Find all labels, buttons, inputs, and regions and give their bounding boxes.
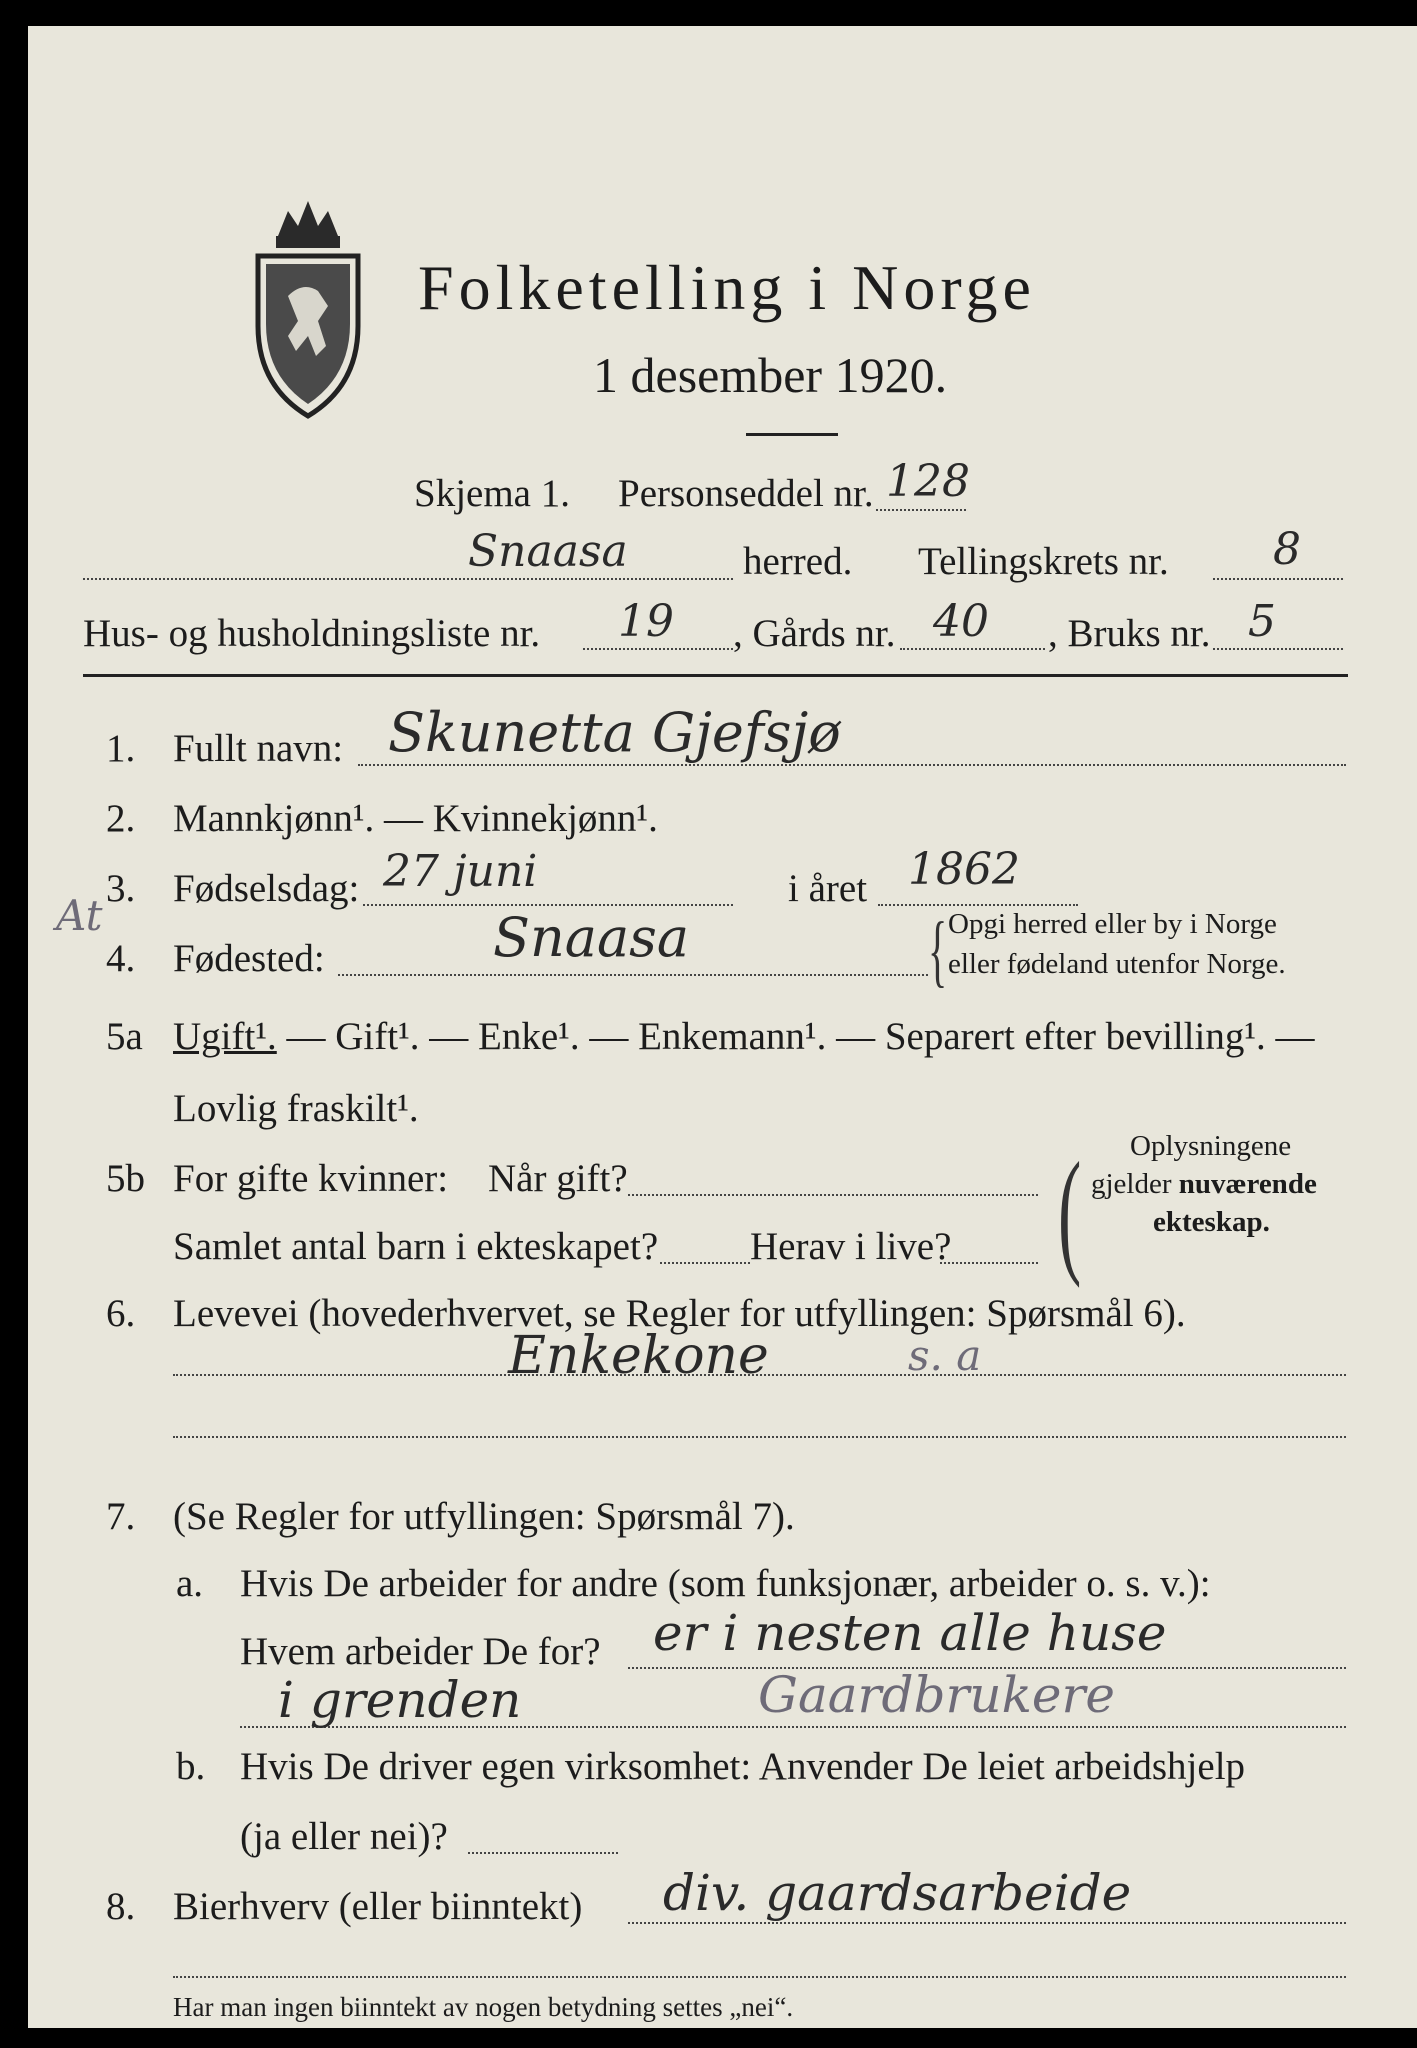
q3-number: 3.	[106, 867, 136, 910]
q5b-number: 5b	[106, 1157, 145, 1200]
q7a-line2: Hvem arbeider De for?	[240, 1630, 601, 1673]
q5a-options	[173, 1014, 1315, 1059]
q1-number: 1.	[106, 727, 136, 770]
q5b-note-line3: ekteskap.	[1153, 1206, 1270, 1238]
q5a-other-options: — Gift¹. — Enke¹. — Enkemann¹. — Separert efter bevilling¹. —	[276, 1015, 1315, 1058]
q4-note-line2: eller fødeland utenfor Norge.	[948, 948, 1286, 980]
q6-value: Enkekone	[508, 1326, 769, 1386]
q5b-label1: For gifte kvinner:	[173, 1157, 449, 1200]
title-divider	[746, 433, 838, 436]
q5b-label3: Samlet antal barn i ekteskapet?	[173, 1225, 659, 1268]
herred-value: Snaasa	[468, 526, 628, 577]
q5a-line2: Lovlig fraskilt¹.	[173, 1087, 419, 1130]
gards-value: 40	[933, 596, 989, 647]
q5b-label4: Herav i live?	[750, 1225, 952, 1268]
bruks-label: , Bruks nr.	[1048, 612, 1211, 655]
census-date: 1 desember 1920.	[593, 347, 948, 403]
q7-number: 7.	[106, 1495, 136, 1538]
section-divider	[83, 674, 1348, 677]
q5b-note-line2	[1091, 1168, 1317, 1201]
q4-value: Snaasa	[493, 906, 690, 969]
q6-label: Levevei (hovederhvervet, se Regler for utfyllingen: Spørsmål 6).	[173, 1292, 1186, 1335]
tellingskrets-label: Tellingskrets nr.	[918, 540, 1169, 583]
q4-margin-mark: At	[56, 891, 103, 940]
census-form-page	[28, 26, 1417, 2028]
q7a-value1: er i nesten alle huse	[653, 1604, 1167, 1662]
q4-note-brace: {	[928, 907, 948, 995]
q6-number: 6.	[106, 1292, 136, 1335]
q3-year-value: 1862	[908, 844, 1020, 895]
gards-label: , Gårds nr.	[733, 612, 896, 655]
q7a-line1: Hvis De arbeider for andre (som funksjonær, arbeider o. s. v.):	[240, 1562, 1211, 1605]
footer-note: Har man ingen biinntekt av nogen betydning settes „nei“.	[173, 1992, 794, 2022]
q7b-line2: (ja eller nei)?	[240, 1815, 448, 1858]
q3-year-label: i året	[788, 867, 868, 910]
skjema-label: Skjema 1.	[414, 472, 570, 515]
q5b-note-brace: (	[1058, 1134, 1082, 1289]
q4-label: Fødested:	[173, 937, 325, 980]
personseddel-label: Personseddel nr.	[618, 472, 874, 515]
personseddel-value: 128	[886, 456, 970, 507]
q3-value: 27 juni	[383, 846, 538, 897]
q8-number: 8.	[106, 1885, 136, 1928]
q7b-letter: b.	[176, 1745, 206, 1788]
q7b-line1: Hvis De driver egen virksomhet: Anvender De leiet arbeidshjelp	[240, 1745, 1246, 1788]
hus-label: Hus- og husholdningsliste nr.	[83, 612, 541, 655]
q7-label: (Se Regler for utfyllingen: Spørsmål 7).	[173, 1495, 795, 1538]
q5a-number: 5a	[106, 1015, 143, 1058]
q5a-ugift: Ugift¹.	[173, 1015, 277, 1058]
q4-note-line1: Opgi herred eller by i Norge	[948, 908, 1277, 940]
q8-label: Bierhverv (eller biinntekt)	[173, 1885, 583, 1928]
coat-of-arms-icon	[248, 186, 368, 426]
form-title: Folketelling i Norge	[418, 252, 1036, 323]
q8-value: div. gaardsarbeide	[663, 1864, 1132, 1922]
q5b-note-line2a: gjelder	[1091, 1168, 1179, 1200]
q7a-value2-annotation: Gaardbrukere	[758, 1666, 1115, 1724]
bruks-value: 5	[1248, 596, 1276, 647]
q1-value: Skunetta Gjefsjø	[388, 701, 841, 764]
q5b-note-line1: Oplysningene	[1130, 1130, 1292, 1162]
q3-label: Fødselsdag:	[173, 867, 360, 910]
q7a-letter: a.	[176, 1562, 204, 1605]
q6-value-annotation: s. a	[908, 1331, 982, 1380]
tellingskrets-value: 8	[1273, 524, 1301, 575]
q7a-value2: i grenden	[278, 1671, 522, 1729]
herred-label: herred.	[743, 540, 853, 583]
hus-value: 19	[618, 596, 674, 647]
q5b-note-line2b: nuværende	[1178, 1168, 1317, 1200]
q4-number: 4.	[106, 937, 136, 980]
q2-number: 2.	[106, 797, 136, 840]
q1-label: Fullt navn:	[173, 727, 344, 770]
q5b-label2: Når gift?	[488, 1157, 628, 1200]
q2-label: Mannkjønn¹. — Kvinnekjønn¹.	[173, 797, 658, 840]
